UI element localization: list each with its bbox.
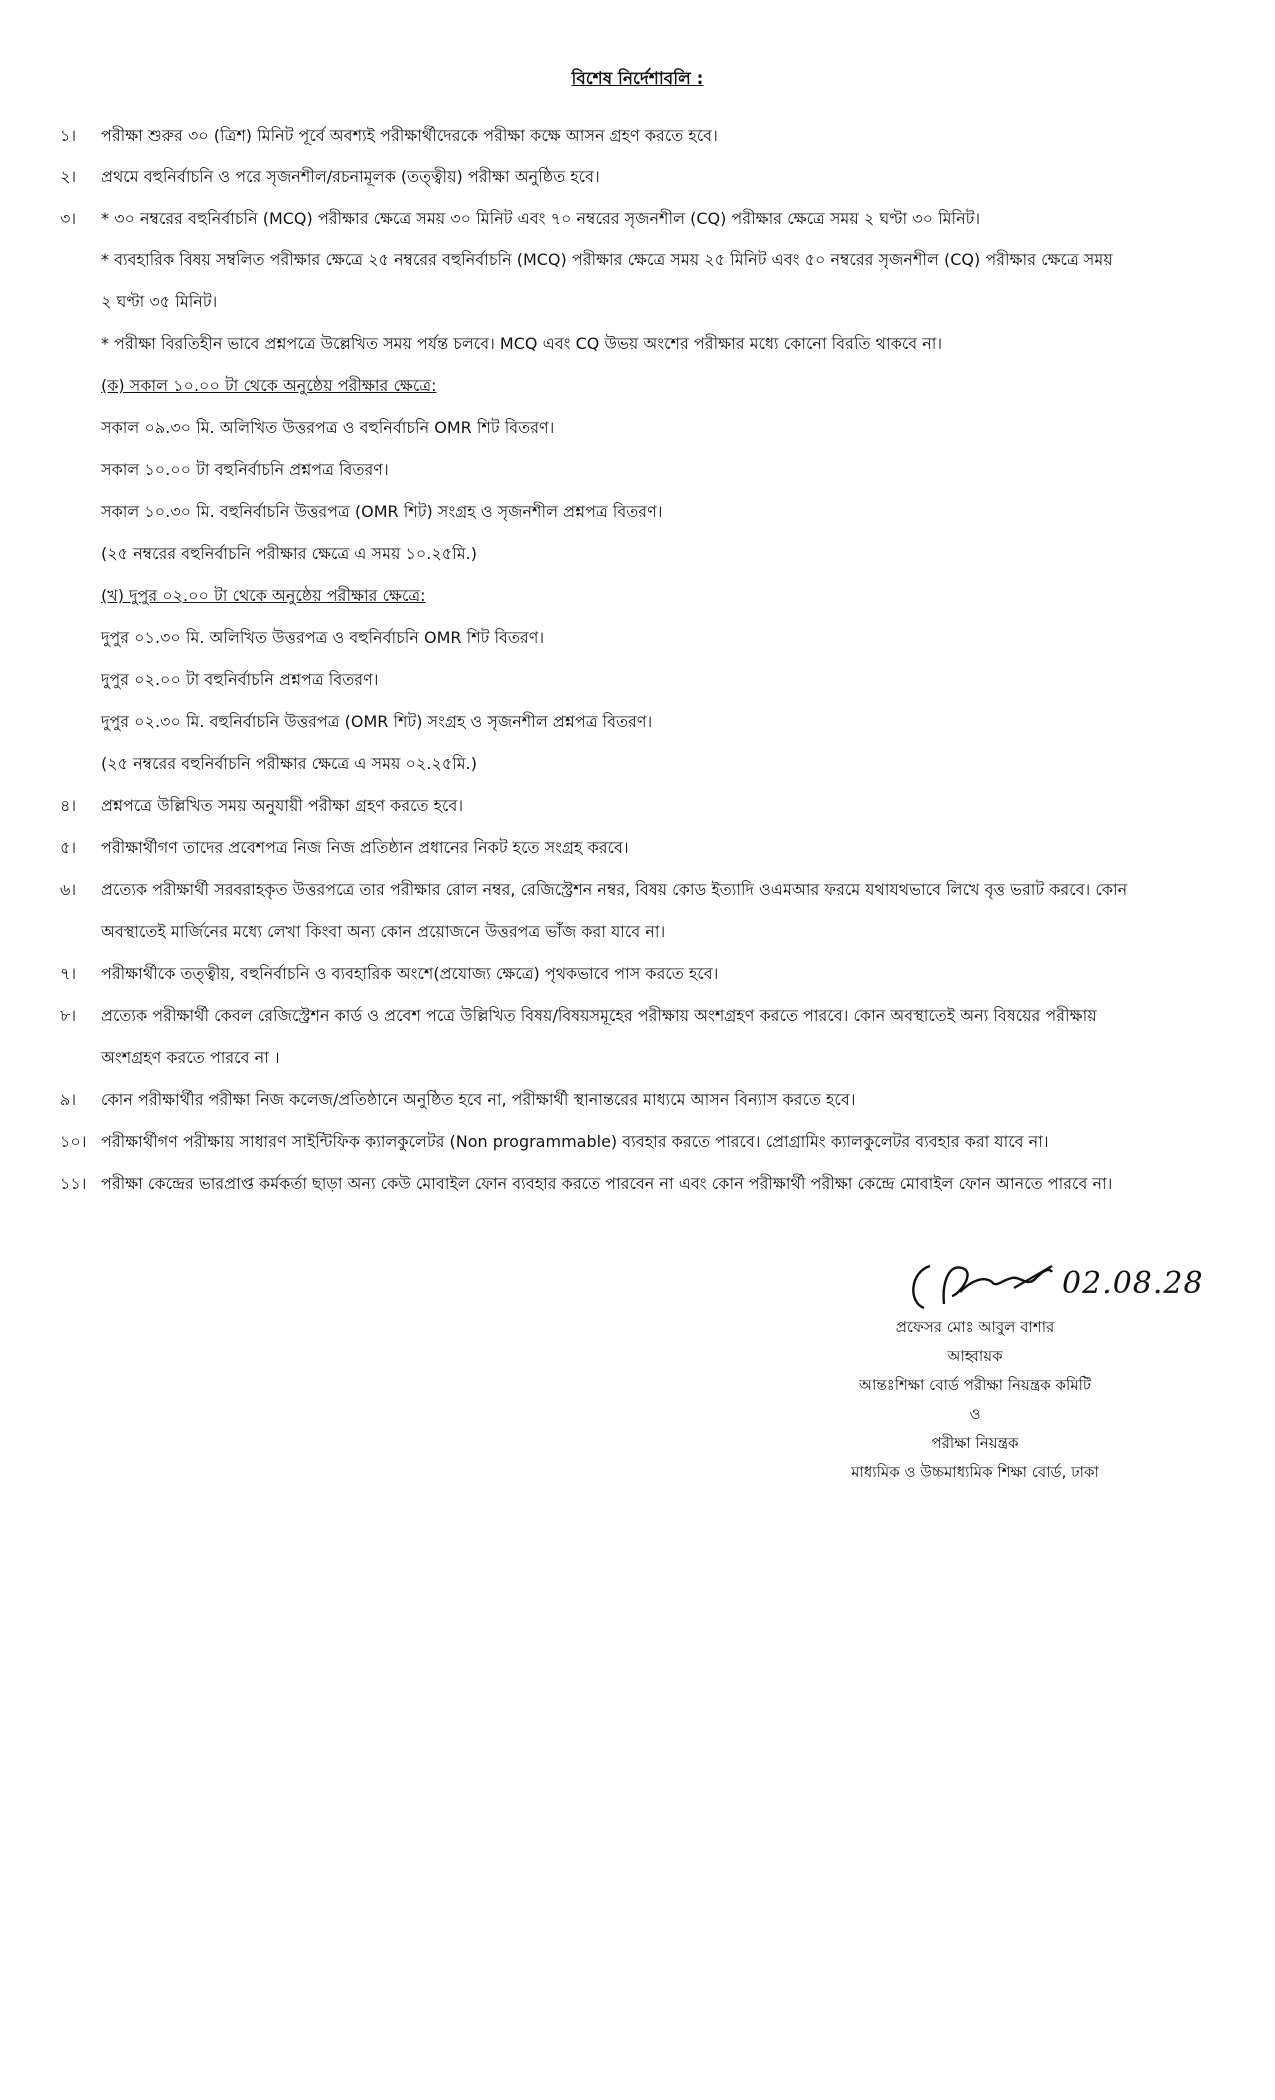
item-text: পরীক্ষার্থীগণ পরীক্ষায় সাধারণ সাইন্টিফিক ক্যালকুলেটর (Non programmable) ব্যবহার করতে পারবে। প্রোগ্রামিং ক্যালকুলেটর ব্যবহার করা যাবে না। bbox=[101, 1132, 1049, 1151]
item-text: * ৩০ নম্বরের বহুনির্বাচনি (MCQ) পরীক্ষার ক্ষেত্রে সময় ৩০ মিনিট এবং ৭০ নম্বরের সৃজনশীল (CQ) পরীক্ষার ক্ষেত্রে সময় ২ ঘণ্টা ৩০ মিনিট। bbox=[101, 209, 981, 228]
item-number: ৫। bbox=[60, 838, 77, 857]
item-text: প্রশ্নপত্রে উল্লিখিত সময় অনুযায়ী পরীক্ষা গ্রহণ করতে হবে। bbox=[101, 796, 464, 815]
item-number: ৩। bbox=[60, 209, 77, 228]
signatory-title: পরীক্ষা নিয়ন্ত্রক bbox=[931, 1434, 1019, 1452]
item-text: কোন পরীক্ষার্থীর পরীক্ষা নিজ কলেজ/প্রতিষ্ঠানে অনুষ্ঠিত হবে না, পরীক্ষার্থী স্থানান্তরের মাধ্যমে আসন বিন্যাস করতে হবে। bbox=[101, 1090, 856, 1109]
item-number: ২। bbox=[60, 167, 77, 186]
item-text: প্রথমে বহুনির্বাচনি ও পরে সৃজনশীল/রচনামূলক (তত্ত্বীয়) পরীক্ষা অনুষ্ঠিত হবে। bbox=[101, 167, 600, 186]
item-text: পরীক্ষার্থীগণ তাদের প্রবেশপত্র নিজ নিজ প্রতিষ্ঠান প্রধানের নিকট হতে সংগ্রহ করবে। bbox=[101, 838, 629, 857]
signatory-role: আহ্বায়ক bbox=[947, 1347, 1003, 1365]
schedule-line: দুপুর ০১.৩০ মি. অলিখিত উত্তরপত্র ও বহুনির্বাচনি OMR শিট বিতরণ। bbox=[101, 628, 545, 647]
schedule-line: সকাল ১০.৩০ মি. বহুনির্বাচনি উত্তরপত্র (OMR শিট) সংগ্রহ ও সৃজনশীল প্রশ্নপত্র বিতরণ। bbox=[101, 502, 663, 521]
schedule-heading-morning: (ক) সকাল ১০.০০ টা থেকে অনুষ্ঠেয় পরীক্ষার ক্ষেত্রে: bbox=[101, 376, 437, 395]
schedule-line: সকাল ০৯.৩০ মি. অলিখিত উত্তরপত্র ও বহুনির্বাচনি OMR শিট বিতরণ। bbox=[101, 418, 555, 437]
page-title: বিশেষ নির্দেশাবলি : bbox=[571, 69, 704, 89]
item3-line: * পরীক্ষা বিরতিহীন ভাবে প্রশ্নপত্রে উল্লেখিত সময় পর্যন্ত চলবে। MCQ এবং CQ উভয় অংশের পরীক্ষার মধ্যে কোনো বিরতি থাকবে না। bbox=[101, 334, 943, 353]
schedule-heading-afternoon: (খ) দুপুর ০২.০০ টা থেকে অনুষ্ঠেয় পরীক্ষার ক্ষেত্রে: bbox=[101, 586, 426, 605]
item-text: পরীক্ষা কেন্দ্রের ভারপ্রাপ্ত কর্মকর্তা ছাড়া অন্য কেউ মোবাইল ফোন ব্যবহার করতে পারবেন না এবং কোন পরীক্ষার্থী পরীক্ষা কেন্দ্রে মোবাইল ফোন আনতে পারবে না। bbox=[101, 1174, 1113, 1193]
item-number: ৭। bbox=[60, 964, 77, 983]
schedule-note: (২৫ নম্বরের বহুনির্বাচনি পরীক্ষার ক্ষেত্রে এ সময় ০২.২৫মি.) bbox=[101, 754, 477, 773]
item-number: ১১। bbox=[60, 1174, 87, 1193]
schedule-note: (২৫ নম্বরের বহুনির্বাচনি পরীক্ষার ক্ষেত্রে এ সময় ১০.২৫মি.) bbox=[101, 544, 477, 563]
schedule-line: সকাল ১০.০০ টা বহুনির্বাচনি প্রশ্নপত্র বিতরণ। bbox=[101, 460, 389, 479]
item-number: ৬। bbox=[60, 880, 77, 899]
item3-line: * ব্যবহারিক বিষয় সম্বলিত পরীক্ষার ক্ষেত্রে ২৫ নম্বরের বহুনির্বাচনি (MCQ) পরীক্ষার ক্ষেত্রে সময় ২৫ মিনিট এবং ৫০ নম্বরের সৃজনশীল (CQ) পরীক্ষার ক্ষেত্রে সময় bbox=[101, 250, 1113, 269]
signatory-name: প্রফেসর মোঃ আবুল বাশার bbox=[895, 1318, 1055, 1336]
signatory-organization: মাধ্যমিক ও উচ্চমাধ্যমিক শিক্ষা বোর্ড, ঢাকা bbox=[851, 1463, 1099, 1481]
signature-date: 02.08.28 bbox=[1062, 1266, 1204, 1301]
schedule-line: দুপুর ০২.০০ টা বহুনির্বাচনি প্রশ্নপত্র বিতরণ। bbox=[101, 670, 379, 689]
signatory-committee: আন্তঃশিক্ষা বোর্ড পরীক্ষা নিয়ন্ত্রক কমিটি bbox=[858, 1376, 1092, 1394]
item3-line: ২ ঘণ্টা ৩৫ মিনিট। bbox=[101, 292, 218, 311]
item-number: ৪। bbox=[60, 796, 77, 815]
item-number: ১০। bbox=[60, 1132, 87, 1151]
item-number: ৯। bbox=[60, 1090, 77, 1109]
schedule-line: দুপুর ০২.৩০ মি. বহুনির্বাচনি উত্তরপত্র (OMR শিট) সংগ্রহ ও সৃজনশীল প্রশ্নপত্র বিতরণ। bbox=[101, 712, 653, 731]
item-text: পরীক্ষার্থীকে তত্ত্বীয়, বহুনির্বাচনি ও ব্যবহারিক অংশে(প্রযোজ্য ক্ষেত্রে) পৃথকভাবে পাস করতে হবে। bbox=[101, 964, 719, 983]
item-text: প্রত্যেক পরীক্ষার্থী সরবরাহকৃত উত্তরপত্রে তার পরীক্ষার রোল নম্বর, রেজিস্ট্রেশন নম্বর, বিষয় কোড ইত্যাদি ওএমআর ফরমে যথাযথভাবে লিখে বৃত্ত ভরাট করবে। কোন bbox=[101, 880, 1128, 899]
item-text-cont: অবস্থাতেই মার্জিনের মধ্যে লেখা কিংবা অন্য কোন প্রয়োজনে উত্তরপত্র ভাঁজ করা যাবে না। bbox=[101, 922, 666, 941]
item-number: ১। bbox=[60, 126, 77, 145]
signatory-conjunction: ও bbox=[969, 1405, 981, 1423]
item-text: পরীক্ষা শুরুর ৩০ (ত্রিশ) মিনিট পূর্বে অবশ্যই পরীক্ষার্থীদেরকে পরীক্ষা কক্ষে আসন গ্রহণ করতে হবে। bbox=[101, 126, 718, 145]
item-number: ৮। bbox=[60, 1006, 77, 1025]
item-text-cont: অংশগ্রহণ করতে পারবে না । bbox=[101, 1048, 280, 1067]
item-text: প্রত্যেক পরীক্ষার্থী কেবল রেজিস্ট্রেশন কার্ড ও প্রবেশ পত্রে উল্লিখিত বিষয়/বিষয়সমূহের পরীক্ষায় অংশগ্রহণ করতে পারবে। কোন অবস্থাতেই অন্য বিষয়ের পরীক্ষায় bbox=[101, 1006, 1097, 1025]
signatory-block bbox=[815, 1317, 1135, 1491]
